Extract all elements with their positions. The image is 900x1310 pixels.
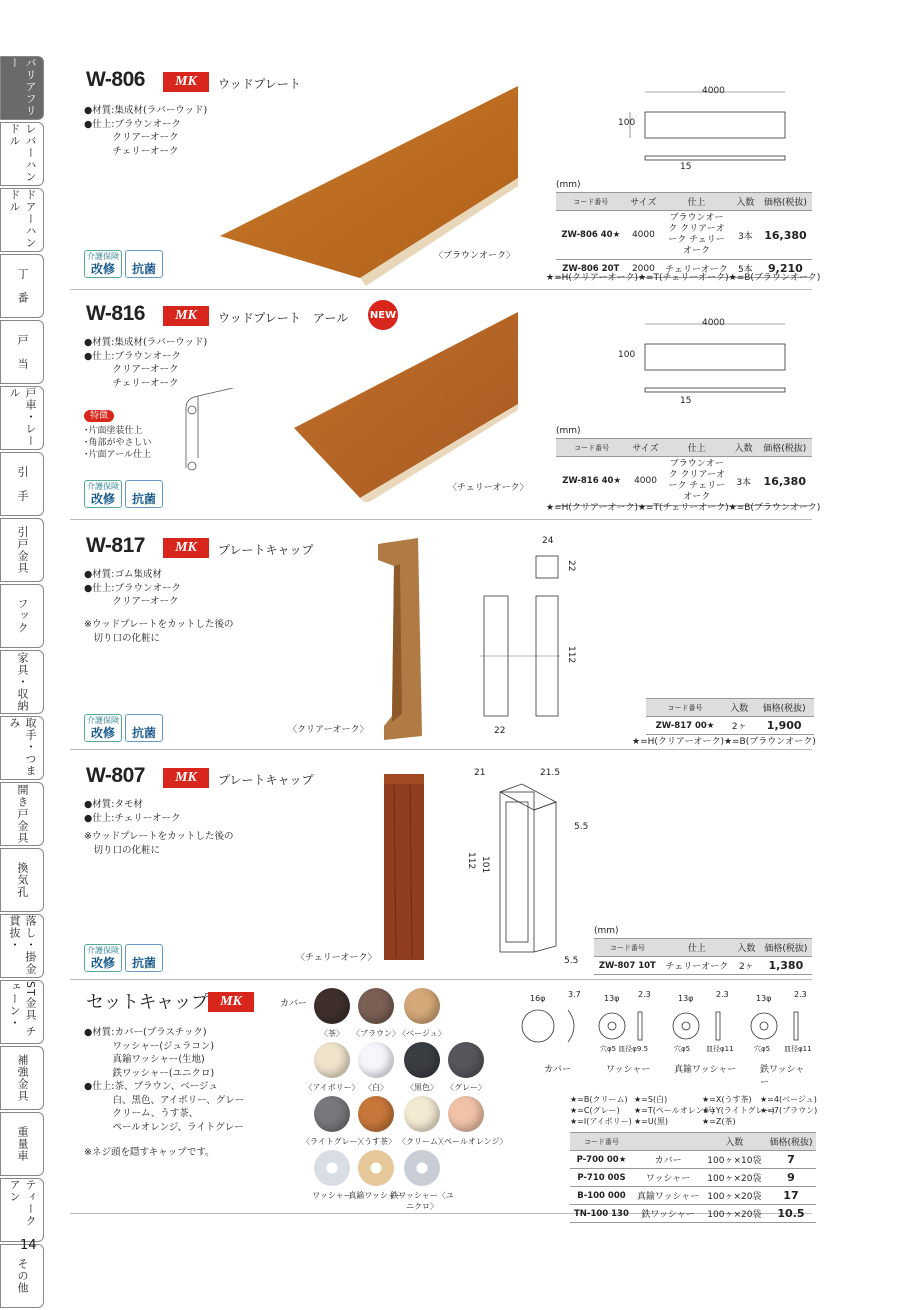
sidebar-tab-label: 重量車 [16,1126,29,1162]
badge-main: 改修 [90,262,115,276]
cell-price: 7 [765,1151,816,1169]
dimension-drawing [600,316,800,410]
spec-line: ●材質:カバー(プラスチック) [84,1027,207,1038]
sidebar-tab[interactable] [0,452,44,516]
price-table [646,698,814,735]
dim-13: 13φ [678,994,694,1003]
sidebar-tab-label: 開き戸金具 [16,784,29,844]
section-w807 [70,752,812,980]
remark [84,830,234,857]
spec-line: ワッシャー(ジュラコン) [84,1040,215,1052]
spec-list [84,1026,244,1134]
spec-line: クリアーオーク [84,596,179,607]
cell-qty: 100ヶ×20袋 [703,1169,765,1187]
badge-main: 抗菌 [131,726,156,740]
swatch-label: 〈白〉 [364,1083,388,1092]
washer-label: 鉄ワッシャー〈ユニクロ〉 [390,1191,454,1211]
section-w816 [70,292,821,520]
photo-caption: 〈チェリーオーク〉 [448,483,529,493]
cell-code: P-700 00★ [570,1151,633,1169]
dim-thickness: 15 [680,162,692,172]
spec-line: ペールオレンジ、ライトグレー [84,1121,244,1133]
cell-code: TN-100 130 [570,1205,633,1223]
care-insurance-badge [84,714,122,742]
th: 仕上 [661,193,732,211]
cell-price: 17 [765,1187,816,1205]
th: 仕上 [661,939,733,957]
table-row [646,717,814,735]
model-number: W-816 [86,302,145,325]
th: 仕上 [664,439,730,457]
spec-line: クリアーオーク [84,132,179,143]
color-swatch [358,1096,394,1132]
cell-price: 10.5 [765,1205,816,1223]
cell-qty: 3本 [732,211,759,260]
dim-height: 100 [618,118,636,128]
price-table [556,192,812,278]
feature-badges [84,250,163,278]
color-swatch [404,988,440,1024]
feature-label: 特徴 [84,410,114,422]
spec-list [84,336,207,390]
antibacterial-badge [125,250,163,278]
dim-37: 3.7 [568,990,581,999]
th: 価格(税抜) [759,193,812,211]
cell-code: B-100 000 [570,1187,633,1205]
dim-length: 4000 [702,318,725,328]
brand-logo: MK [163,306,209,326]
hole-note: 皿径φ11 [706,1045,734,1053]
plate-cap-photo [380,768,430,964]
sidebar-tab-label: ST金具 チェーン・ [8,981,37,1038]
product-title: プレートキャップ [218,543,314,557]
dim-c: 5.5 [574,822,589,832]
code-note: ★=H(クリアーオーク)★=T(チェリーオーク)★=B(ブラウンオーク) [546,503,821,513]
cell-finish: ブラウンオーク クリアーオーク チェリーオーク [664,457,730,506]
brand-logo: MK [208,992,254,1012]
brand-logo: MK [163,538,209,558]
dim-depth: 22 [566,560,576,572]
th: 入数 [732,193,759,211]
cell-code: ZW-806 20T [556,260,626,278]
remark-line: 切り口の化粧に [84,844,161,856]
sidebar-tab[interactable] [0,320,44,384]
hole-note: 穴φ5 [674,1045,691,1053]
dim-23: 2.3 [638,990,651,999]
cell-qty: 100ヶ×10袋 [703,1151,765,1169]
sidebar-tab[interactable] [0,914,44,978]
cell-qty: 2ヶ [724,717,754,735]
color-swatch [404,1096,440,1132]
th: 価格(税抜) [765,1133,816,1151]
price-table [594,938,812,975]
swatch-label: 〈アイボリー〉 [304,1083,360,1092]
dim-h1: 112 [466,852,476,870]
badge-main: 改修 [90,726,115,740]
sidebar-tab-label: フック [16,598,29,634]
sidebar-tab[interactable] [0,848,44,912]
cell-qty: 3本 [730,457,758,506]
sidebar-tab[interactable] [0,1112,44,1176]
cell-name: 鉄ワッシャー [633,1205,703,1223]
code-legend [760,1094,817,1116]
sidebar-tab[interactable] [0,782,44,846]
sidebar-tab-label: 引戸金具 [16,526,29,574]
color-swatch [314,1096,350,1132]
th: コード番号 [556,193,626,211]
spec-list [84,104,207,158]
brand-logo: MK [163,768,209,788]
washer-label: 真鍮ワッシャー [348,1191,404,1200]
spec-line: ●仕上:ブラウンオーク [84,118,181,130]
cover-label: カバー [280,999,308,1009]
spec-line: 鉄ワッシャー(ユニクロ) [84,1067,215,1079]
cell-code: ZW-806 40★ [556,211,626,260]
brand-logo: MK [163,72,209,92]
dim-23: 2.3 [794,990,807,999]
dim-h2: 101 [480,856,490,874]
sidebar-tab[interactable] [0,980,44,1044]
dim-23: 2.3 [716,990,729,999]
table-row [594,957,812,975]
badge-label: 介護保険 [87,482,119,491]
cell-qty: 100ヶ×20袋 [703,1187,765,1205]
dim-width: 24 [542,536,554,546]
cell-finish: チェリーオーク [661,260,732,278]
cell-name: ワッシャー [633,1169,703,1187]
cell-finish: チェリーオーク [661,957,733,975]
spec-line: クリーム、うす茶、 [84,1108,199,1119]
sidebar-tab-label: 戸 当 [16,334,29,370]
code-note: ★=H(クリアーオーク)★=T(チェリーオーク)★=B(ブラウンオーク) [546,273,821,283]
care-insurance-badge [84,480,122,508]
model-number: W-817 [86,534,145,557]
table-row [570,1205,816,1223]
color-swatch [358,1042,394,1078]
th: サイズ [626,193,662,211]
swatch-label: 〈クリーム〉 [398,1137,446,1146]
section-w806 [70,58,821,290]
cell-qty: 5本 [732,260,759,278]
th: 価格(税抜) [760,939,812,957]
code-legend [570,1094,632,1127]
swatch-label: 〈グレー〉 [446,1083,486,1092]
spec-line: ●材質:ゴム集成材 [84,569,162,580]
product-title: ウッドプレート アール [218,311,349,325]
remark-line: 切り口の化粧に [84,632,161,644]
spec-line: 真鍮ワッシャー(生地) [84,1054,205,1065]
sidebar-tab[interactable] [0,584,44,648]
cell-code: ZW-807 10T [594,957,661,975]
product-title: セットキャップ [86,992,209,1012]
sidebar-tab[interactable] [0,386,44,450]
spec-line: 白、黒色、アイボリー、グレー [84,1094,245,1106]
swatch-label: 〈ベージュ〉 [398,1029,446,1038]
photo-caption: 〈ブラウンオーク〉 [434,251,516,261]
th [633,1133,703,1151]
sidebar-tab-label: 取手・つまみ [8,717,37,777]
spec-line: ●仕上:ブラウンオーク [84,350,181,362]
section-w817 [70,522,816,750]
th: 価格(税抜) [758,439,812,457]
dim-13: 13φ [756,994,772,1003]
product-title: プレートキャップ [218,773,314,787]
sidebar-tab-label: ドアーハンドル [8,189,37,249]
dim-height: 112 [566,646,576,664]
table-row [570,1169,816,1187]
profile-sketch [178,388,238,478]
table-row [556,457,812,506]
cell-size: 4000 [626,211,662,260]
table-row [570,1187,816,1205]
color-swatch [448,1096,484,1132]
feature-badges [84,944,163,972]
cell-code: ZW-817 00★ [646,717,724,735]
dim-height: 100 [618,350,636,360]
th: コード番号 [646,699,724,717]
badge-main: 改修 [90,956,115,970]
sidebar-tab[interactable] [0,56,44,120]
spec-line: ●仕上:ブラウンオーク [84,582,181,594]
product-title: ウッドプレート [218,77,301,91]
th: コード番号 [556,439,627,457]
cell-qty: 100ヶ×20袋 [703,1205,765,1223]
color-swatch [358,988,394,1024]
hole-note: 穴φ5 [754,1045,771,1053]
badge-main: 抗菌 [131,262,156,276]
th: 入数 [733,939,760,957]
dim-13: 13φ [604,994,620,1003]
spec-line: ●仕上:茶、ブラウン、ベージュ [84,1081,218,1092]
wood-plate-photo [294,312,520,502]
legend-item: ★=T(ペールオレンジ) [634,1106,715,1115]
sidebar-tab-label: 戸車・レール [8,387,37,447]
spec-line: ●材質:タモ材 [84,799,143,810]
sidebar-tab-label: 丁 番 [16,268,29,304]
diagram-label: 真鍮ワッシャー [674,1065,737,1075]
photo-caption: 〈クリアーオーク〉 [288,725,369,735]
legend-item: ★=C(グレー) [570,1106,620,1115]
cell-size: 2000 [626,260,662,278]
plate-cap-photo [370,536,430,746]
washer-swatch [404,1150,440,1186]
sidebar-tab[interactable] [0,518,44,582]
washer-label: ワッシャー [312,1191,352,1200]
th: 入数 [703,1133,765,1151]
sidebar-tab-label: 落し・掛金 貫抜・ [8,915,37,975]
feature-item: ･片面塗装仕上 [84,426,143,436]
sidebar-tab[interactable] [0,650,44,714]
th: 価格(税抜) [754,699,814,717]
sidebar-tab-label: レバーハンドル [8,123,37,183]
dim-b: 21.5 [540,768,561,778]
spec-line: ●材質:集成材(ラバーウッド) [84,337,208,348]
cell-qty: 2ヶ [733,957,760,975]
swatch-label: 〈ライトグレー〉 [302,1137,366,1146]
color-swatch [404,1042,440,1078]
washer-swatch [358,1150,394,1186]
th: 入数 [724,699,754,717]
diagram-label: 鉄ワッシャー [760,1065,805,1088]
spec-line: ●仕上:チェリーオーク [84,812,181,824]
cell-name: 真鍮ワッシャー [633,1187,703,1205]
photo-caption: 〈チェリーオーク〉 [296,953,377,963]
cell-price: 16,380 [759,211,812,260]
sidebar-tab-label: その他 [16,1258,29,1294]
th: コード番号 [570,1133,633,1151]
remark: ※ネジ頭を隠すキャップです。 [84,1147,215,1158]
badge-main: 抗菌 [131,492,156,506]
sidebar-tab-label: バリアフリー [8,57,37,117]
th: サイズ [627,439,664,457]
spec-line: チェリーオーク [84,145,179,157]
cell-price: 9,210 [759,260,812,278]
color-swatch [314,1042,350,1078]
sidebar-tab-label: 換気孔 [16,862,29,898]
hole-note: 皿径φ11 [784,1045,812,1053]
remark-line: ※ウッドプレートをカットした後の [84,619,234,630]
swatch-label: 〈ブラウン〉 [352,1029,400,1038]
page-number: 14 [20,1238,37,1253]
code-note: ★=H(クリアーオーク)★=B(ブラウンオーク) [632,737,816,747]
antibacterial-badge [125,714,163,742]
washer-diagram [520,996,820,1066]
legend-item: ★=4(ベージュ) [760,1095,817,1104]
section-setcap [70,982,818,1220]
dim-thickness: 15 [680,396,692,406]
hole-note: 穴φ5 皿径φ9.5 [600,1045,649,1053]
sidebar-tab[interactable] [0,1244,44,1308]
feature-item: ･角部がやさしい [84,438,152,448]
spec-list [84,568,181,609]
dimension-drawing [600,84,800,178]
sidebar-tab[interactable] [0,1178,44,1242]
sidebar-tab-label: 家具・収納 [16,652,29,712]
swatch-label: 〈黒色〉 [406,1083,438,1092]
legend-item: ★=X(うす茶) [702,1095,752,1104]
table-row [556,211,812,260]
th: コード番号 [594,939,661,957]
unit-label: (mm) [556,426,581,436]
th: 入数 [730,439,758,457]
unit-label: (mm) [594,926,619,936]
remark-line: ※ウッドプレートをカットした後の [84,831,234,842]
sidebar [0,56,44,1310]
color-swatch [314,988,350,1024]
model-number: W-806 [86,68,145,91]
legend-item: ★=Z(茶) [702,1117,736,1126]
sidebar-tab[interactable] [0,1046,44,1110]
spec-line: ●材質:集成材(ラバーウッド) [84,105,208,116]
swatch-label: 〈うす茶〉 [356,1137,396,1146]
dim-a: 21 [474,768,486,778]
feature-item: ･片面アール仕上 [84,450,152,460]
feature-badges [84,480,163,508]
badge-label: 介護保険 [87,946,119,955]
badge-label: 介護保険 [87,252,119,261]
sidebar-tab-label: ティーク アン [8,1179,37,1227]
swatch-label: 〈茶〉 [320,1029,344,1038]
sidebar-tab[interactable] [0,122,44,186]
legend-item: ★=Y(ライトグレー) [702,1106,775,1115]
unit-label: (mm) [556,180,581,190]
antibacterial-badge [125,944,163,972]
dim-16: 16φ [530,994,546,1003]
dim-d: 5.5 [564,956,579,966]
legend-item: ★=7(ブラウン) [760,1106,818,1115]
legend-item: ★=S(白) [634,1095,668,1104]
legend-item: ★=B(クリーム) [570,1095,628,1104]
spec-line: チェリーオーク [84,377,179,389]
cell-price: 1,900 [754,717,814,735]
diagram-label: ワッシャー [606,1065,651,1075]
cell-name: カバー [633,1151,703,1169]
washer-swatch [314,1150,350,1186]
remark [84,618,234,645]
sidebar-tab[interactable] [0,716,44,780]
feature-box [84,410,152,461]
legend-item: ★=U(黒) [634,1117,668,1126]
cell-code: ZW-816 40★ [556,457,627,506]
badge-main: 改修 [90,492,115,506]
price-table [570,1132,816,1223]
model-number: W-807 [86,764,145,787]
cell-size: 4000 [627,457,664,506]
sidebar-tab-label: 引 手 [16,466,29,502]
care-insurance-badge [84,250,122,278]
swatch-label: 〈ペールオレンジ〉 [436,1137,508,1146]
feature-badges [84,714,163,742]
table-row [570,1151,816,1169]
care-insurance-badge [84,944,122,972]
price-table [556,438,812,506]
dim-length: 4000 [702,86,725,96]
spec-list [84,798,181,825]
color-swatch [448,1042,484,1078]
spec-line: クリアーオーク [84,364,179,375]
sidebar-tab[interactable] [0,188,44,252]
new-badge: NEW [368,300,398,330]
diagram-label: カバー [544,1065,572,1075]
dim-base: 22 [494,726,506,736]
badge-main: 抗菌 [131,956,156,970]
badge-label: 介護保険 [87,716,119,725]
cell-price: 1,380 [760,957,812,975]
cell-price: 9 [765,1169,816,1187]
cell-price: 16,380 [758,457,812,506]
antibacterial-badge [125,480,163,508]
sidebar-tab[interactable] [0,254,44,318]
cell-code: P-710 00S [570,1169,633,1187]
legend-item: ★=I(アイボリー) [570,1117,632,1126]
cell-finish: ブラウンオーク クリアーオーク チェリーオーク [661,211,732,260]
sidebar-tab-label: 補強金具 [16,1054,29,1102]
